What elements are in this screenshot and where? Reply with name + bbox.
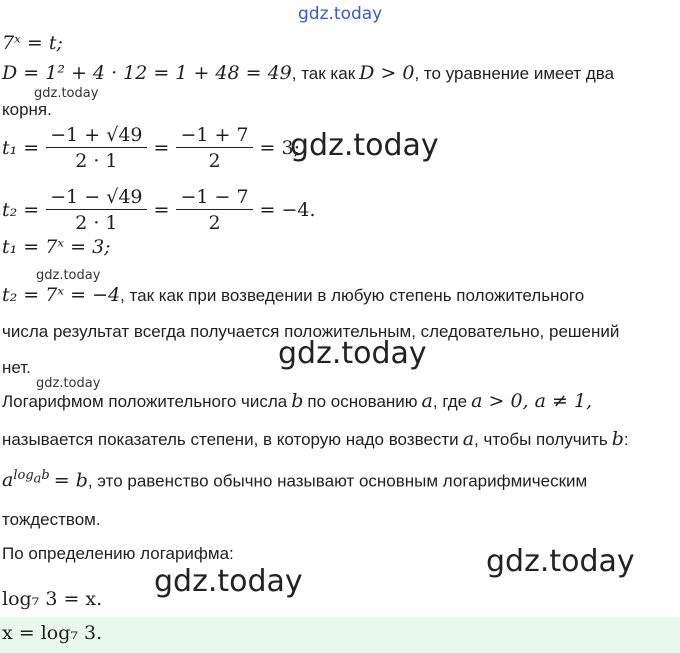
t2-fraction-1 — [46, 186, 146, 234]
discriminant-math: D = 1² + 4 · 12 = 1 + 48 = 49 — [2, 62, 292, 84]
equals-sign: = — [153, 137, 170, 159]
var-a: a — [462, 428, 475, 450]
t2-denominator-1: 2 · 1 — [75, 212, 118, 234]
watermark-large: gdz.today — [486, 544, 635, 579]
definition-line-2 — [2, 428, 629, 450]
no-solutions: нет. — [2, 358, 31, 377]
discriminant-condition: D > 0 — [359, 62, 415, 84]
t2-substitution-line — [2, 284, 584, 306]
log-equation: log₇ 3 = x. — [2, 588, 103, 610]
roots-word: корня. — [2, 100, 52, 119]
t2-fraction-2 — [176, 186, 252, 234]
answer: x = log₇ 3. — [2, 622, 103, 644]
t1-label: t₁ = — [2, 137, 40, 159]
definition-text-3: , где — [432, 392, 468, 411]
discriminant-text-1: , так как — [291, 64, 356, 83]
identity-word: тождеством. — [2, 510, 101, 529]
t2-result: = −4. — [259, 199, 316, 221]
t2-denominator-2: 2 — [208, 212, 221, 234]
watermark-small: gdz.today — [36, 376, 101, 391]
definition-text-2: по основанию — [307, 392, 418, 411]
t2-substitution-math: t₂ = 7ˣ = −4 — [2, 284, 121, 306]
identity-line — [2, 468, 587, 491]
watermark-top: gdz.today — [298, 4, 383, 24]
identity-formula: $a^{log_ab}$ — [2, 468, 50, 492]
definition-line-1 — [2, 390, 592, 412]
colon: : — [623, 430, 629, 449]
var-b: b — [611, 428, 624, 450]
identity-equals: = b — [53, 469, 88, 492]
t1-fraction-2 — [176, 124, 252, 172]
t1-numerator-2: −1 + 7 — [176, 124, 252, 148]
explanation-line: числа результат всегда получается положительным, следовательно, решений — [2, 322, 620, 341]
definition-text-1: Логарифмом положительного числа — [2, 392, 288, 411]
watermark-large: gdz.today — [278, 336, 427, 371]
by-definition: По определению логарифма: — [2, 544, 234, 563]
definition-text-4: называется показатель степени, в которую надо возвести — [2, 430, 459, 449]
t1-denominator-1: 2 · 1 — [75, 150, 118, 172]
equation-substitution: 7ˣ = t; — [2, 32, 63, 54]
t1-numerator-1: −1 + √49 — [46, 124, 146, 148]
identity-text: , это равенство обычно называют основным логарифмическим — [87, 471, 588, 491]
definition-condition: a > 0, a ≠ 1, — [471, 390, 593, 412]
root-t2-line — [2, 186, 316, 234]
t2-numerator-1: −1 − √49 — [46, 186, 146, 210]
definition-text-5: , чтобы получить — [474, 430, 608, 449]
t1-substitution: t₁ = 7ˣ = 3; — [2, 236, 111, 258]
t1-denominator-2: 2 — [208, 150, 221, 172]
t1-result: = 3; — [259, 137, 300, 159]
t2-numerator-2: −1 − 7 — [176, 186, 252, 210]
watermark-small: gdz.today — [34, 86, 99, 101]
t1-fraction-1 — [46, 124, 146, 172]
var-a: a — [421, 390, 433, 412]
discriminant-line — [2, 62, 614, 84]
var-b: b — [291, 390, 304, 412]
watermark-large: gdz.today — [290, 128, 439, 163]
discriminant-text-2: , то уравнение имеет два — [414, 64, 615, 83]
watermark-large: gdz.today — [154, 564, 303, 599]
root-t1-line — [2, 124, 300, 172]
t2-label: t₂ = — [2, 199, 40, 221]
t2-substitution-text: , так как при возведении в любую степень положительного — [120, 286, 585, 305]
equals-sign: = — [153, 199, 170, 221]
watermark-small: gdz.today — [36, 268, 101, 283]
